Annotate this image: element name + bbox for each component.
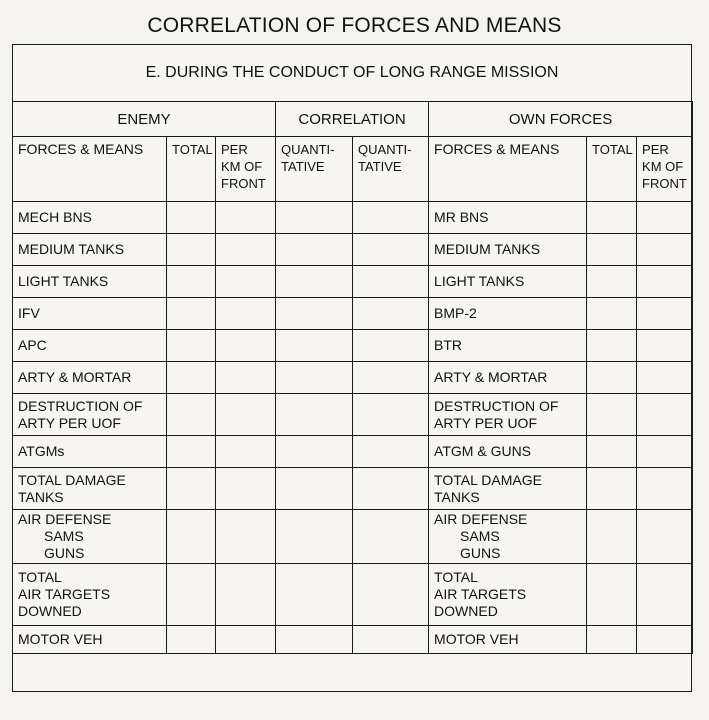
- own-total-cell[interactable]: [587, 510, 637, 564]
- enemy-item-label: [13, 266, 167, 298]
- own-total-cell[interactable]: [587, 298, 637, 330]
- own-item-text: AIR DEFENSE: [434, 511, 528, 527]
- own-item-label: [429, 468, 587, 510]
- enemy-item-text: ATGMs: [18, 443, 65, 459]
- table-row: [13, 564, 693, 626]
- enemy-item-text: SAMS: [44, 528, 84, 544]
- quantitative-cell-1[interactable]: [276, 436, 353, 468]
- enemy-total-cell[interactable]: [167, 234, 216, 266]
- own-per-km-cell[interactable]: [637, 330, 693, 362]
- own-item-text: TANKS: [434, 488, 480, 505]
- own-item-text: MEDIUM TANKS: [434, 241, 541, 257]
- quantitative-cell-1[interactable]: [276, 394, 353, 436]
- own-forces-means-header: FORCES & MEANS: [429, 137, 587, 202]
- table-row: [13, 362, 693, 394]
- own-per-km-cell[interactable]: [637, 436, 693, 468]
- enemy-per-km-cell[interactable]: [216, 234, 276, 266]
- enemy-item-text: AIR DEFENSE: [18, 511, 112, 527]
- enemy-total-cell[interactable]: [167, 202, 216, 234]
- own-item-text: LIGHT TANKS: [434, 273, 525, 289]
- table-row: [13, 202, 693, 234]
- table-row: [13, 626, 693, 654]
- own-per-km-cell[interactable]: [637, 298, 693, 330]
- own-per-km-cell[interactable]: [637, 202, 693, 234]
- enemy-item-label: [13, 626, 167, 654]
- enemy-item-text: TOTAL: [18, 569, 62, 585]
- quantitative-cell-1[interactable]: [276, 298, 353, 330]
- enemy-item-label: [13, 468, 167, 510]
- correlation-table: [12, 101, 693, 654]
- own-per-km-cell[interactable]: [637, 266, 693, 298]
- enemy-item-text: MECH BNS: [18, 209, 92, 225]
- enemy-total-cell[interactable]: [167, 626, 216, 654]
- table-row: [13, 234, 693, 266]
- enemy-per-km-cell[interactable]: [216, 564, 276, 626]
- own-item-text: DESTRUCTION OF: [434, 397, 559, 414]
- quantitative-cell-1[interactable]: [276, 468, 353, 510]
- own-item-text: SAMS: [460, 528, 500, 544]
- enemy-item-text: ARTY PER UOF: [18, 414, 121, 431]
- own-item-text: ARTY & MORTAR: [434, 369, 548, 385]
- quantitative-cell-2[interactable]: [353, 330, 429, 362]
- enemy-per-km-cell[interactable]: [216, 330, 276, 362]
- own-item-text: GUNS: [460, 545, 501, 561]
- enemy-header: ENEMY: [13, 102, 276, 137]
- enemy-per-km-cell[interactable]: [216, 298, 276, 330]
- enemy-item-label: [13, 394, 167, 436]
- own-per-km-cell[interactable]: [637, 510, 693, 564]
- enemy-item-text: LIGHT TANKS: [18, 273, 109, 289]
- quantitative-cell-2[interactable]: [353, 626, 429, 654]
- own-item-text: DOWNED: [434, 603, 498, 619]
- enemy-item-label: [13, 564, 167, 626]
- own-total-cell[interactable]: [587, 362, 637, 394]
- enemy-total-cell[interactable]: [167, 266, 216, 298]
- enemy-total-header: TOTAL: [167, 137, 216, 202]
- enemy-per-km-cell[interactable]: [216, 510, 276, 564]
- own-per-km-header: PER KM OF FRONT: [637, 137, 693, 202]
- quantitative-header-2: QUANTI- TATIVE: [353, 137, 429, 202]
- enemy-item-label: [13, 202, 167, 234]
- own-item-text: MR BNS: [434, 209, 489, 225]
- enemy-item-text: GUNS: [44, 545, 85, 561]
- own-item-text: AIR TARGETS: [434, 586, 527, 602]
- enemy-per-km-cell[interactable]: [216, 202, 276, 234]
- table-row: [13, 266, 693, 298]
- enemy-per-km-cell[interactable]: [216, 626, 276, 654]
- quantitative-cell-2[interactable]: [353, 266, 429, 298]
- enemy-forces-means-header: FORCES & MEANS: [13, 137, 167, 202]
- enemy-total-cell[interactable]: [167, 330, 216, 362]
- own-item-label: [429, 330, 587, 362]
- enemy-item-label: [13, 298, 167, 330]
- table-row: [13, 330, 693, 362]
- enemy-item-text: DESTRUCTION OF: [18, 397, 143, 414]
- enemy-item-text: DOWNED: [18, 603, 82, 619]
- quantitative-cell-2[interactable]: [353, 362, 429, 394]
- own-per-km-cell[interactable]: [637, 234, 693, 266]
- own-total-cell[interactable]: [587, 626, 637, 654]
- enemy-per-km-header: PER KM OF FRONT: [216, 137, 276, 202]
- quantitative-cell-1[interactable]: [276, 362, 353, 394]
- own-per-km-cell[interactable]: [637, 468, 693, 510]
- own-per-km-cell[interactable]: [637, 362, 693, 394]
- own-total-cell[interactable]: [587, 564, 637, 626]
- own-total-cell[interactable]: [587, 266, 637, 298]
- enemy-per-km-cell[interactable]: [216, 468, 276, 510]
- own-total-cell[interactable]: [587, 394, 637, 436]
- enemy-total-cell[interactable]: [167, 468, 216, 510]
- quantitative-cell-2[interactable]: [353, 234, 429, 266]
- quantitative-cell-1[interactable]: [276, 510, 353, 564]
- own-item-label: [429, 266, 587, 298]
- own-item-text: BTR: [434, 337, 463, 353]
- quantitative-cell-2[interactable]: [353, 394, 429, 436]
- own-per-km-cell[interactable]: [637, 626, 693, 654]
- own-item-label: [429, 234, 587, 266]
- enemy-item-text: MEDIUM TANKS: [18, 241, 125, 257]
- enemy-total-cell[interactable]: [167, 436, 216, 468]
- own-item-text: TOTAL DAMAGE: [434, 471, 542, 488]
- quantitative-cell-2[interactable]: [353, 468, 429, 510]
- own-total-cell[interactable]: [587, 234, 637, 266]
- own-item-label: [429, 626, 587, 654]
- page-title: CORRELATION OF FORCES AND MEANS: [147, 14, 562, 37]
- quantitative-cell-1[interactable]: [276, 202, 353, 234]
- own-total-cell[interactable]: [587, 468, 637, 510]
- own-per-km-cell[interactable]: [637, 564, 693, 626]
- enemy-item-text: TOTAL DAMAGE: [18, 471, 126, 488]
- enemy-per-km-cell[interactable]: [216, 266, 276, 298]
- enemy-total-cell[interactable]: [167, 298, 216, 330]
- enemy-per-km-cell[interactable]: [216, 362, 276, 394]
- quantitative-cell-2[interactable]: [353, 564, 429, 626]
- quantitative-cell-2[interactable]: [353, 510, 429, 564]
- own-total-cell[interactable]: [587, 202, 637, 234]
- enemy-total-cell[interactable]: [167, 564, 216, 626]
- own-total-cell[interactable]: [587, 330, 637, 362]
- quantitative-cell-1[interactable]: [276, 564, 353, 626]
- own-item-label: [429, 298, 587, 330]
- enemy-item-label: [13, 234, 167, 266]
- enemy-total-cell[interactable]: [167, 510, 216, 564]
- table-row: [13, 510, 693, 564]
- enemy-item-label: [13, 330, 167, 362]
- own-total-cell[interactable]: [587, 436, 637, 468]
- own-item-text: BMP-2: [434, 305, 477, 321]
- quantitative-cell-1[interactable]: [276, 626, 353, 654]
- enemy-per-km-cell[interactable]: [216, 436, 276, 468]
- table-row: [13, 436, 693, 468]
- table-row: [13, 468, 693, 510]
- enemy-item-text: ARTY & MORTAR: [18, 369, 132, 385]
- own-item-label: [429, 394, 587, 436]
- own-item-text: TOTAL: [434, 569, 478, 585]
- quantitative-cell-2[interactable]: [353, 202, 429, 234]
- enemy-item-label: [13, 510, 167, 564]
- quantitative-cell-1[interactable]: [276, 234, 353, 266]
- own-item-label: [429, 362, 587, 394]
- table-row: [13, 298, 693, 330]
- quantitative-header-1: QUANTI- TATIVE: [276, 137, 353, 202]
- enemy-item-text: IFV: [18, 305, 40, 321]
- own-total-header: TOTAL: [587, 137, 637, 202]
- quantitative-cell-2[interactable]: [353, 298, 429, 330]
- enemy-item-text: MOTOR VEH: [18, 631, 103, 647]
- quantitative-cell-1[interactable]: [276, 266, 353, 298]
- own-forces-header: OWN FORCES: [429, 102, 693, 137]
- enemy-item-label: [13, 436, 167, 468]
- enemy-per-km-cell[interactable]: [216, 394, 276, 436]
- enemy-item-text: AIR TARGETS: [18, 586, 111, 602]
- own-item-text: ATGM & GUNS: [434, 443, 532, 459]
- own-item-label: [429, 202, 587, 234]
- own-item-text: ARTY PER UOF: [434, 414, 537, 431]
- section-title: E. DURING THE CONDUCT OF LONG RANGE MISSION: [12, 44, 692, 102]
- own-item-text: MOTOR VEH: [434, 631, 519, 647]
- table-row: [13, 394, 693, 436]
- quantitative-cell-1[interactable]: [276, 330, 353, 362]
- enemy-total-cell[interactable]: [167, 362, 216, 394]
- own-per-km-cell[interactable]: [637, 394, 693, 436]
- own-item-label: [429, 510, 587, 564]
- own-item-label: [429, 436, 587, 468]
- enemy-total-cell[interactable]: [167, 394, 216, 436]
- correlation-header: CORRELATION: [276, 102, 429, 137]
- own-item-label: [429, 564, 587, 626]
- quantitative-cell-2[interactable]: [353, 436, 429, 468]
- enemy-item-text: TANKS: [18, 488, 64, 505]
- enemy-item-label: [13, 362, 167, 394]
- enemy-item-text: APC: [18, 337, 47, 353]
